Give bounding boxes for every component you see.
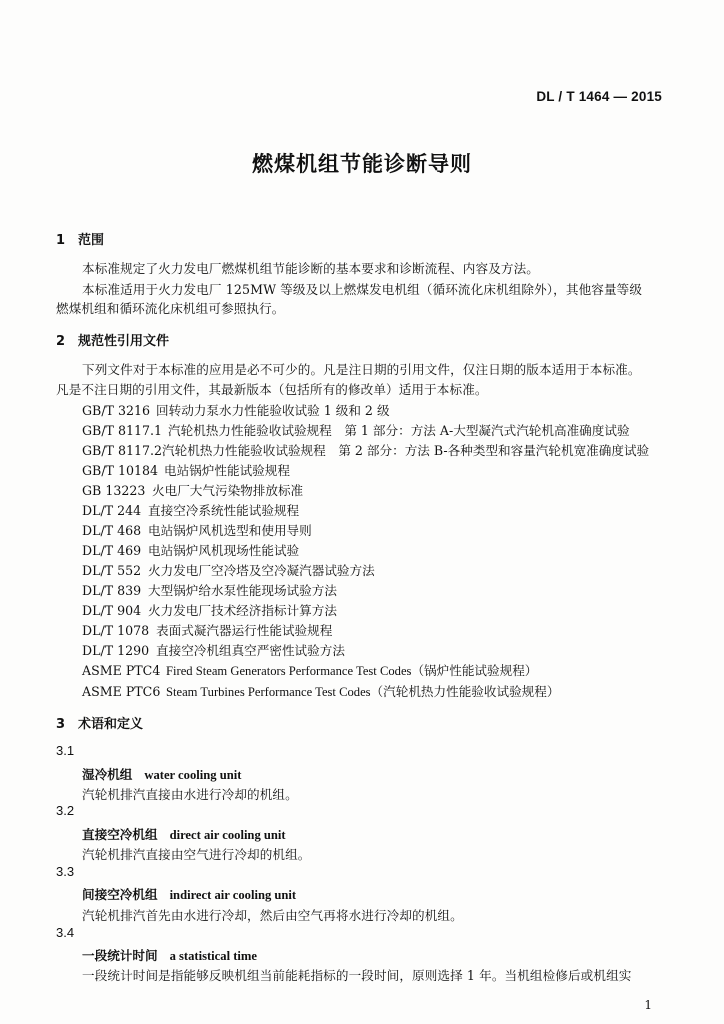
reference-title: 火力发电厂技术经济指标计算方法 <box>148 603 337 618</box>
reference-title: Fired Steam Generators Performance Test Codes（锅炉性能试验规程） <box>166 664 538 678</box>
term-english: a statistical time <box>169 949 257 963</box>
reference-title: 电站锅炉风机选型和使用导则 <box>148 523 312 538</box>
term-number: 3.4 <box>56 925 75 940</box>
section-1-paragraph-2-line-2: 燃煤机组和循环流化床机组可参照执行。 <box>56 301 285 316</box>
reference-title: 汽轮机热力性能验收试验规程 第 1 部分：方法 A-大型凝汽式汽轮机高准确度试验 <box>168 423 630 438</box>
reference-code: ASME PTC6 <box>82 684 161 699</box>
term-number: 3.2 <box>56 803 75 818</box>
term-definition: 汽轮机排汽直接由水进行冷却的机组。 <box>82 787 298 802</box>
term-definition: 汽轮机排汽首先由水进行冷却，然后由空气再将水进行冷却的机组。 <box>82 908 463 923</box>
reference-title: 直接空冷系统性能试验规程 <box>148 503 300 518</box>
reference-code: DL/T 839 <box>82 583 142 598</box>
reference-code: GB/T 10184 <box>82 463 159 478</box>
reference-title: 表面式凝汽器运行性能试验规程 <box>156 623 333 638</box>
term-heading <box>82 945 257 964</box>
reference-title: 汽轮机热力性能验收试验规程 第 2 部分：方法 B-各种类型和容量汽轮机宽准确度试验 <box>162 443 650 458</box>
section-2-intro-line-1: 下列文件对于本标准的应用是必不可少的。凡是注日期的引用文件，仅注日期的版本适用于本标准。 <box>82 362 641 377</box>
reference-code: DL/T 552 <box>82 563 142 578</box>
section-1-heading <box>56 229 104 248</box>
term-english: direct air cooling unit <box>169 828 286 842</box>
reference-item <box>82 480 303 499</box>
reference-item <box>82 500 299 519</box>
term-english: indirect air cooling unit <box>169 888 297 902</box>
reference-item <box>82 580 337 599</box>
reference-title: Steam Turbines Performance Test Codes（汽轮机热力性能验收试验规程） <box>166 685 560 699</box>
reference-item <box>82 620 332 639</box>
term-definition: 汽轮机排汽直接由空气进行冷却的机组。 <box>82 847 311 862</box>
section-title: 范围 <box>78 233 105 248</box>
reference-code: DL/T 468 <box>82 523 142 538</box>
section-number: 1 <box>56 233 66 248</box>
reference-code: DL/T 1078 <box>82 623 150 638</box>
reference-code: GB/T 8117.1 <box>82 423 163 438</box>
reference-title: 火电厂大气污染物排放标准 <box>152 483 304 498</box>
reference-item <box>82 520 312 539</box>
section-title: 术语和定义 <box>78 717 144 732</box>
reference-title: 大型锅炉给水泵性能现场试验方法 <box>148 583 337 598</box>
document-title: 燃煤机组节能诊断导则 <box>252 152 472 176</box>
reference-title: 火力发电厂空冷塔及空冷凝汽器试验方法 <box>148 563 375 578</box>
reference-item <box>82 681 559 700</box>
reference-title: 直接空冷机组真空严密性试验方法 <box>156 643 345 658</box>
section-number: 2 <box>56 334 66 349</box>
standard-number: DL / T 1464 — 2015 <box>536 89 662 104</box>
reference-item <box>82 400 390 419</box>
reference-item <box>82 660 537 679</box>
section-2-intro-line-2: 凡是不注日期的引用文件，其最新版本（包括所有的修改单）适用于本标准。 <box>56 382 488 397</box>
term-number: 3.3 <box>56 864 75 879</box>
section-3-heading <box>56 713 143 732</box>
reference-item <box>82 540 299 559</box>
reference-code: DL/T 469 <box>82 543 142 558</box>
section-1-paragraph-1: 本标准规定了火力发电厂燃煤机组节能诊断的基本要求和诊断流程、内容及方法。 <box>82 261 539 276</box>
section-2-heading <box>56 330 169 349</box>
term-heading <box>82 884 296 903</box>
section-1-paragraph-2-line-1: 本标准适用于火力发电厂 125MW 等级及以上燃煤发电机组（循环流化床机组除外），其他容量等级 <box>82 282 643 297</box>
reference-title: 电站锅炉性能试验规程 <box>164 463 290 478</box>
term-english: water cooling unit <box>144 768 242 782</box>
reference-item <box>82 460 290 479</box>
reference-item <box>82 440 649 459</box>
term-heading <box>82 824 286 843</box>
term-chinese: 间接空冷机组 <box>82 887 158 902</box>
reference-item <box>82 600 337 619</box>
section-title: 规范性引用文件 <box>78 334 170 349</box>
reference-item <box>82 420 630 439</box>
reference-code: ASME PTC4 <box>82 663 161 678</box>
term-heading <box>82 764 241 783</box>
section-number: 3 <box>56 717 66 732</box>
reference-title: 电站锅炉风机现场性能试验 <box>148 543 300 558</box>
reference-code: DL/T 244 <box>82 503 142 518</box>
reference-code: DL/T 904 <box>82 603 142 618</box>
reference-item <box>82 560 375 579</box>
reference-code: DL/T 1290 <box>82 643 150 658</box>
reference-code: GB 13223 <box>82 483 146 498</box>
page-number: 1 <box>644 998 652 1012</box>
reference-title: 回转动力泵水力性能验收试验 1 级和 2 级 <box>156 403 390 418</box>
reference-code: GB/T 3216 <box>82 403 151 418</box>
reference-item <box>82 640 345 659</box>
term-chinese: 一段统计时间 <box>82 948 158 963</box>
term-chinese: 直接空冷机组 <box>82 827 158 842</box>
term-chinese: 湿冷机组 <box>82 767 133 782</box>
reference-code: GB/T 8117.2 <box>82 443 163 458</box>
term-number: 3.1 <box>56 743 75 758</box>
term-definition: 一段统计时间是指能够反映机组当前能耗指标的一段时间，原则选择 1 年。当机组检修后或机组实 <box>82 968 632 983</box>
